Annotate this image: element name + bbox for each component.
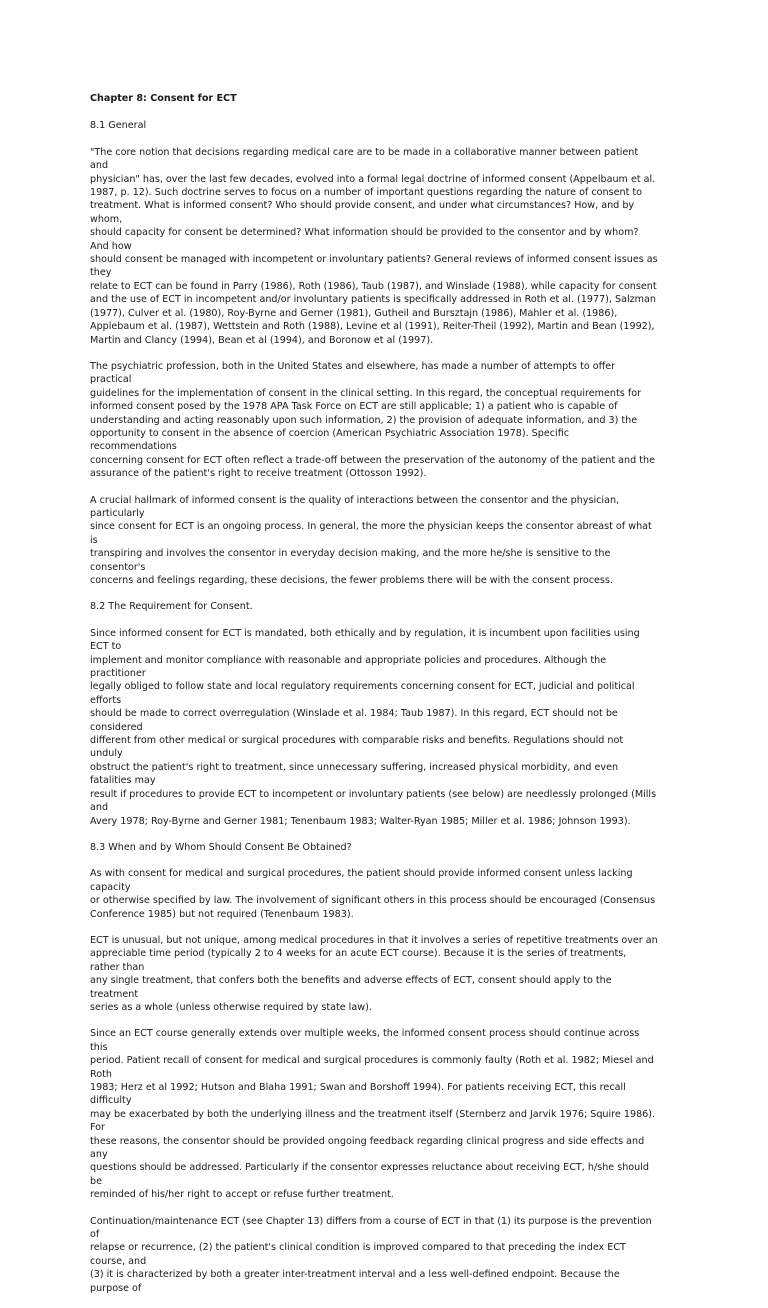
section-heading: 8.2 The Requirement for Consent. — [90, 601, 253, 613]
document-page — [90, 92, 658, 1308]
paragraph: A crucial hallmark of informed consent is the quality of interactions between the consentor and the physician, particularly since consent for ECT is an ongoing process. In general, the more the physician keeps the consentor abreast of what is transpiring and involves the consentor in everyday decision making, and the more he/she is sensitive to the consentor's concerns and feelings regarding, these decisions, the fewer problems there will be with the consent process. — [90, 494, 652, 586]
section-8-3 — [90, 841, 658, 1295]
chapter-title: Chapter 8: Consent for ECT — [90, 93, 237, 104]
paragraph: ECT is unusual, but not unique, among medical procedures in that it involves a series of repetitive treatments over an appreciable time period (typically 2 to 4 weeks for an acute ECT course). Because it is the series of treatments, rather than any single treatment, that confers both the benefits and adverse effects of ECT, consent should apply to the treatment series as a whole (unless otherwise required by state law). — [90, 934, 658, 1013]
paragraph: "The core notion that decisions regarding medical care are to be made in a collaborative manner between patient and physician" has, over the last few decades, evolved into a formal legal doctrine of informed consent (Appelbaum et al. 1987, p. 12). Such doctrine serves to focus on a number of important questions regarding the nature of consent to treatment. What is informed consent? Who should provide consent, and under what circumstances? How, and by whom, should capacity for consent be determined? What information should be provided to the consentor and by whom? And how should consent be managed with incompetent or involuntary patients? General reviews of informed consent issues as they relate to ECT can be found in Parry (1986), Roth (1986), Taub (1987), and Winslade (1988), while capacity for consent and the use of ECT in incompetent and/or involuntary patients is specifically addressed in Roth et al. (1977), Salzman (1977), Culver et al. (1980), Roy-Byrne and Gerner (1981), Gutheil and Bursztajn (1986), Mahler et al. (1986), Applebaum et al. (1987), Wettstein and Roth (1988), Levine et al (1991), Reiter-Theil (1992), Martin and Bean (1992), Martin and Clancy (1994), Bean et al (1994), and Boronow et al (1997). — [90, 146, 658, 346]
paragraph: Since an ECT course generally extends over multiple weeks, the informed consent process should continue across this period. Patient recall of consent for medical and surgical procedures is commonly faulty (Roth et al. 1982; Miesel and Roth 1983; Herz et al 1992; Hutson and Blaha 1991; Swan and Borshoff 1994). For patients receiving ECT, this recall difficulty may be exacerbated by both the underlying illness and the treatment itself (Sternberz and Jarvik 1976; Squire 1986). For these reasons, the consentor should be provided ongoing feedback regarding clinical progress and side effects and any questions should be addressed. Particularly if the consentor expresses reluctance about receiving ECT, h/she should be reminded of his/her right to accept or refuse further treatment. — [90, 1028, 656, 1201]
section-heading: 8.3 When and by Whom Should Consent Be Obtained? — [90, 841, 352, 853]
section-8-1 — [90, 119, 658, 587]
paragraph: The psychiatric profession, both in the United States and elsewhere, has made a number of attempts to offer practical guidelines for the implementation of consent in the clinical setting. In this regard, the conceptual requirements for informed consent posed by the 1978 APA Task Force on ECT are still applicable; 1) a patient who is capable of understanding and acting reasonably upon such information, 2) the provision of adequate information, and 3) the opportunity to consent in the absence of coercion (American Psychiatric Association 1978). Specific recommendations concerning consent for ECT often reflect a trade-off between the preservation of the autonomy of the patient and the assurance of the patient's right to receive treatment (Ottosson 1992). — [90, 360, 655, 480]
section-8-2 — [90, 600, 658, 828]
paragraph: Since informed consent for ECT is mandated, both ethically and by regulation, it is incumbent upon facilities using ECT to implement and monitor compliance with reasonable and appropriate policies and procedures. Although the practitioner legally obliged to follow state and local regulatory requirements concerning consent for ECT, judicial and political efforts should be made to correct overregulation (Winslade et al. 1984; Taub 1987). In this regard, ECT should not be considered different from other medical or surgical procedures with comparable risks and benefits. Regulations should not unduly obstruct the patient's right to treatment, since unnecessary suffering, increased physical morbidity, and even fatalities may result if procedures to provide ECT to incompetent or involuntary patients (see below) are needlessly prolonged (Mills and Avery 1978; Roy-Byrne and Gerner 1981; Tenenbaum 1983; Walter-Ryan 1985; Miller et al. 1986; Johnson 1993). — [90, 627, 657, 827]
paragraph: Continuation/maintenance ECT (see Chapter 13) differs from a course of ECT in that (1) its purpose is the prevention of relapse or recurrence, (2) the patient's clinical condition is improved compared to that preceding the index ECT course, and (3) it is characterized by both a greater inter-treatment interval and a less well-defined endpoint. Because the purpose of — [90, 1215, 652, 1294]
section-heading: 8.1 General — [90, 120, 147, 132]
paragraph: As with consent for medical and surgical procedures, the patient should provide informed consent unless lacking capacity or otherwise specified by law. The involvement of significant others in this process should be encouraged (Consensus Conference 1985) but not required (Tenenbaum 1983). — [90, 868, 656, 920]
